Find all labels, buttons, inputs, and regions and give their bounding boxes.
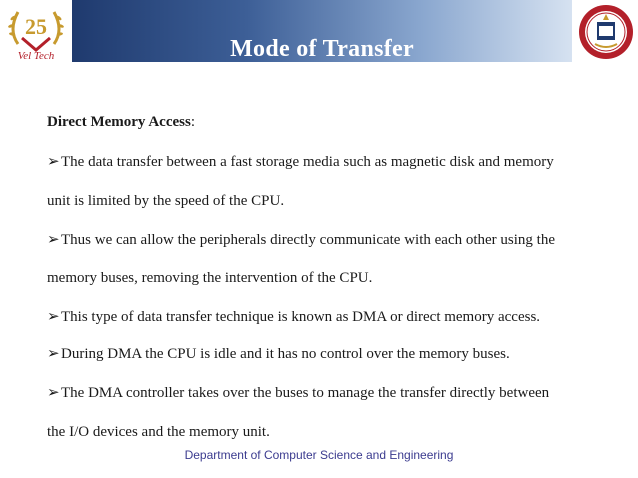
arrow-bullet-icon: ➢ [47, 154, 60, 170]
body-line-3 [47, 230, 555, 250]
body-line-text: Thus we can allow the peripherals directly communicate with each other using the [61, 232, 555, 248]
university-seal-logo [578, 4, 634, 60]
body-line-4 [47, 268, 372, 288]
section-heading [47, 112, 195, 132]
body-line-text: the I/O devices and the memory unit. [47, 424, 270, 440]
body-line-text: This type of data transfer technique is known as DMA or direct memory access. [61, 309, 541, 325]
body-line-5 [47, 307, 540, 327]
veltech-25-logo [4, 4, 68, 62]
heading-bold-text: Direct Memory Access [47, 114, 191, 130]
body-line-7 [47, 383, 549, 403]
body-line-text: The data transfer between a fast storage media such as magnetic disk and memory [61, 154, 554, 170]
body-line-text: The DMA controller takes over the buses to manage the transfer directly between [61, 385, 550, 401]
body-line-text: unit is limited by the speed of the CPU. [47, 193, 285, 209]
slide-title: Mode of Transfer [230, 36, 414, 62]
header-banner [72, 0, 572, 62]
logo-veltech-text: Vel Tech [17, 50, 55, 62]
body-line-text: memory buses, removing the intervention of the CPU. [47, 270, 373, 286]
body-line-8 [47, 422, 270, 442]
heading-colon: : [190, 114, 195, 130]
arrow-bullet-icon: ➢ [47, 232, 60, 248]
body-line-2 [47, 191, 284, 211]
footer-department: Department of Computer Science and Engineering [184, 448, 454, 462]
body-line-text: During DMA the CPU is idle and it has no control over the memory buses. [61, 346, 510, 362]
arrow-bullet-icon: ➢ [47, 309, 60, 325]
body-line-1 [47, 152, 554, 172]
arrow-bullet-icon: ➢ [47, 346, 60, 362]
arrow-bullet-icon: ➢ [47, 385, 60, 401]
body-line-6 [47, 344, 510, 364]
logo-25-text: 25 [25, 14, 47, 39]
